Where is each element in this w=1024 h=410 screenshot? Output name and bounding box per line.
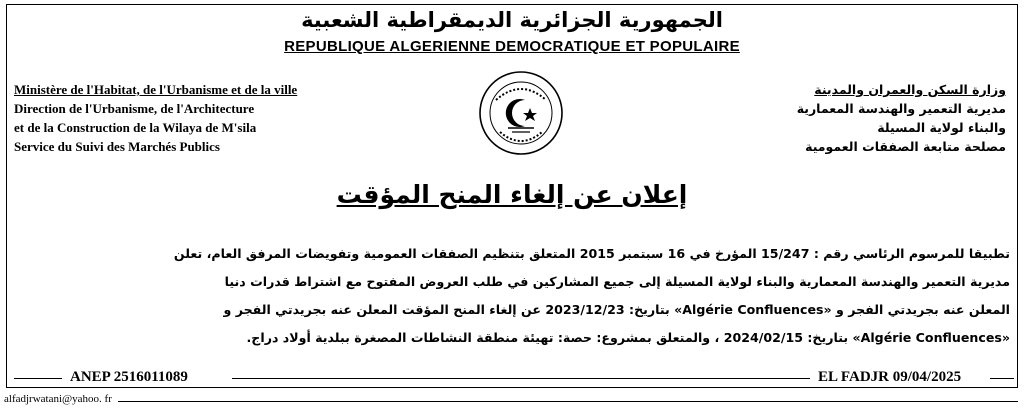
construction-line: et de la Construction de la Wilaya de M'sila [14,120,257,135]
service-line-arabic: مصلحة متابعة الصفقات العمومية [805,139,1006,154]
footer-rule-left [14,378,62,379]
footer-rule-middle [232,378,810,379]
body-line: «Algérie Confluences» بتاريخ: 2024/02/15 ، والمتعلق بمشروع: حصة: تهيئة منطقة النشاطات المصغرة ببلدية أولاد دراج. [246,330,1010,345]
body-line: تطبيقا للمرسوم الرئاسي رقم : 15/247 المؤرخ في 16 سبتمبر 2015 المتعلق بتنظيم الصفقات العمومية وتفويضات المرفق العام، تعلن [173,246,1010,261]
construction-line-arabic: والبناء لولاية المسيلة [877,120,1006,135]
contact-email: alfadjrwatani@yahoo. fr [4,393,112,405]
ministry-line: Ministère de l'Habitat, de l'Urbanisme et de la ville [14,82,298,97]
footer-bar [0,368,1024,388]
algeria-emblem-icon [478,70,564,156]
announcement-body [14,240,1010,352]
footer-rule-right [990,378,1014,379]
newspaper-date: EL FADJR 09/04/2025 [818,369,962,385]
direction-line-arabic: مديرية التعمير والهندسة المعمارية [796,101,1006,116]
announcement-title: إعلان عن إلغاء المنح المؤقت [336,180,688,209]
ministry-line-arabic: وزارة السكن والعمران والمدينة [814,82,1006,97]
body-line: المعلن عنه بجريدتي الفجر و «Algérie Confluences» بتاريخ: 2023/12/23 عن إلغاء المنح المؤقت المعلن عنه بجريدتي الفجر و [223,302,1010,317]
ministry-block-arabic [626,80,1006,156]
republic-title-french: REPUBLIQUE ALGERIENNE DEMOCRATIQUE ET POPULAIRE [284,38,740,55]
anep-reference: ANEP 2516011089 [70,369,188,385]
republic-title-arabic: الجمهورية الجزائرية الديمقراطية الشعبية [301,8,723,32]
email-rule [118,401,1018,402]
service-line: Service du Suivi des Marchés Publics [14,139,220,154]
direction-line: Direction de l'Urbanisme, de l'Architecture [14,101,255,116]
body-line: مديرية التعمير والهندسة المعمارية والبناء لولاية المسيلة إلى جميع المشاركين في طلب العروض المفتوح مع اشتراط قدرات دنيا [224,274,1010,289]
ministry-block-french [14,80,444,156]
